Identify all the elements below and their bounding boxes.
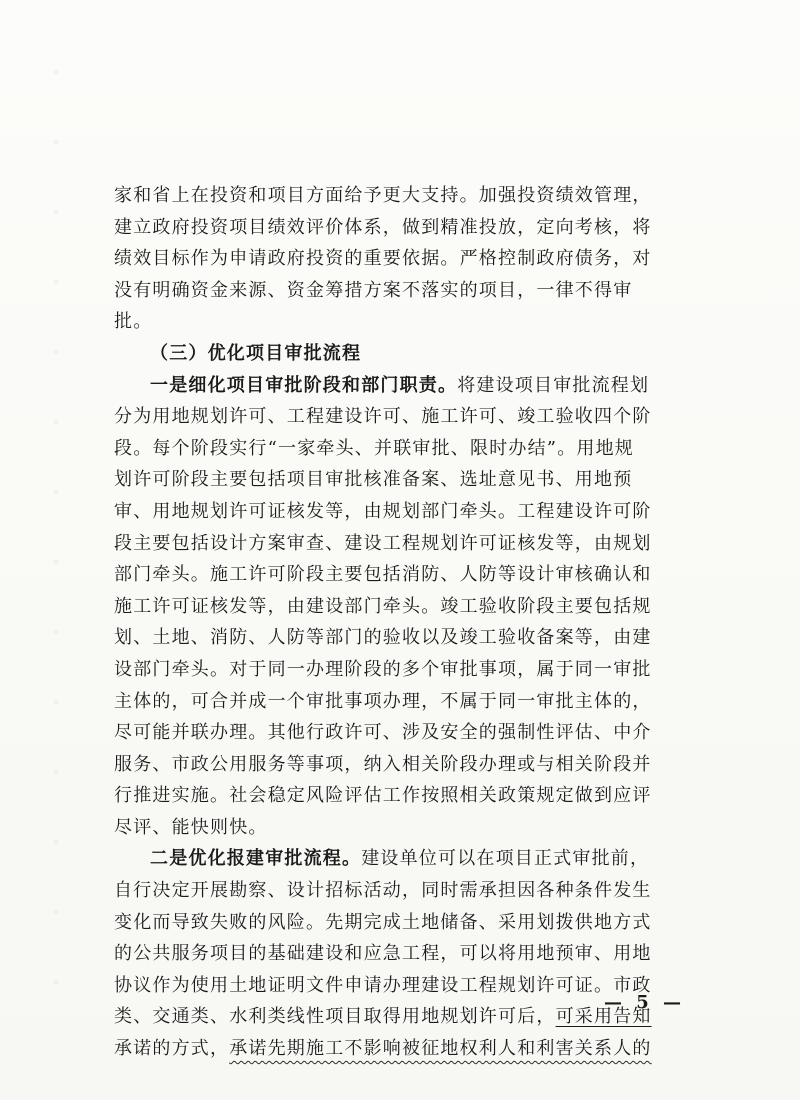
text-line: 部门牵头。施工许可阶段主要包括消防、人防等设计审核确认和 xyxy=(114,564,652,586)
text-line: 没有明确资金来源、资金筹措方案不落实的项目，一律不得审 xyxy=(114,279,633,301)
text-line: 审、用地规划许可证核发等，由规划部门牵头。工程建设许可阶 xyxy=(114,500,652,522)
text-line: 划、土地、消防、人防等部门的验收以及竣工验收备案等，由建 xyxy=(114,627,652,649)
text-line: 自行决定开展勘察、设计招标活动，同时需承担因各种条件发生 xyxy=(114,880,652,902)
text-line: 尽可能并联办理。其他行政许可、涉及安全的强制性评估、中介 xyxy=(114,722,652,744)
document-body xyxy=(114,180,674,1065)
text-line xyxy=(114,1033,674,1065)
underlined-text: 可采用告知 xyxy=(555,1006,652,1028)
text-line xyxy=(114,1001,674,1033)
text-line: 家和省上在投资和项目方面给予更大支持。加强投资绩效管理， xyxy=(114,185,652,206)
paragraph-first-line xyxy=(114,370,674,402)
paragraph-lead: 一是细化项目审批阶段和部门职责。 xyxy=(150,374,458,396)
text-line: 行推进实施。社会稳定风险评估工作按照相关政策规定做到应评 xyxy=(114,785,652,807)
text-line: 服务、市政公用服务等事项，纳入相关阶段办理或与相关阶段并 xyxy=(114,753,652,775)
text-line: 绩效目标作为申请政府投资的重要依据。严格控制政府债务，对 xyxy=(114,248,652,270)
text-fragment: 类、交通类、水利类线性项目取得用地规划许可后， xyxy=(114,1006,556,1028)
text-line: 建立政府投资项目绩效评价体系，做到精准投放，定向考核，将 xyxy=(114,216,652,238)
text-line: 划许可阶段主要包括项目审批核准备案、选址意见书、用地预 xyxy=(114,469,633,491)
text-line: 尽评、能快则快。 xyxy=(114,816,268,838)
paragraph-lead: 二是优化报建审批流程。 xyxy=(150,848,362,870)
text-line: 的公共服务项目的基础建设和应急工程，可以将用地预审、用地 xyxy=(114,943,652,965)
section-heading: （三）优化项目审批流程 xyxy=(150,342,362,364)
text-fragment: 承诺的方式， xyxy=(114,1038,230,1060)
text-fragment: 建设单位可以在项目正式审批前， xyxy=(361,848,650,870)
wavy-underlined-text: 承诺先期施工不影响被征地权利人和利害关系人的 xyxy=(229,1038,652,1060)
text-line: 段主要包括设计方案审查、建设工程规划许可证核发等，由规划 xyxy=(114,532,652,554)
text-line: 分为用地规划许可、工程建设许可、施工许可、竣工验收四个阶 xyxy=(114,406,652,428)
text-fragment: 将建设项目审批流程划 xyxy=(457,374,650,396)
text-line: 段。每个阶段实行“一家牵头、并联审批、限时办结”。用地规 xyxy=(114,437,635,459)
text-line: 协议作为使用土地证明文件申请办理建设工程规划许可证。市政 xyxy=(114,974,652,996)
text-line: 批。 xyxy=(114,311,153,333)
paragraph-first-line xyxy=(114,843,674,875)
text-line: 主体的，可合并成一个审批事项办理，不属于同一审批主体的， xyxy=(114,690,652,712)
text-line: 施工许可证核发等，由建设部门牵头。竣工验收阶段主要包括规 xyxy=(114,595,652,617)
text-line: 设部门牵头。对于同一办理阶段的多个审批事项，属于同一审批 xyxy=(114,658,652,680)
text-line: 变化而导致失败的风险。先期完成土地储备、采用划拨供地方式 xyxy=(114,911,652,933)
page-number: — 5 — xyxy=(604,992,686,1013)
binding-holes xyxy=(44,60,68,1040)
